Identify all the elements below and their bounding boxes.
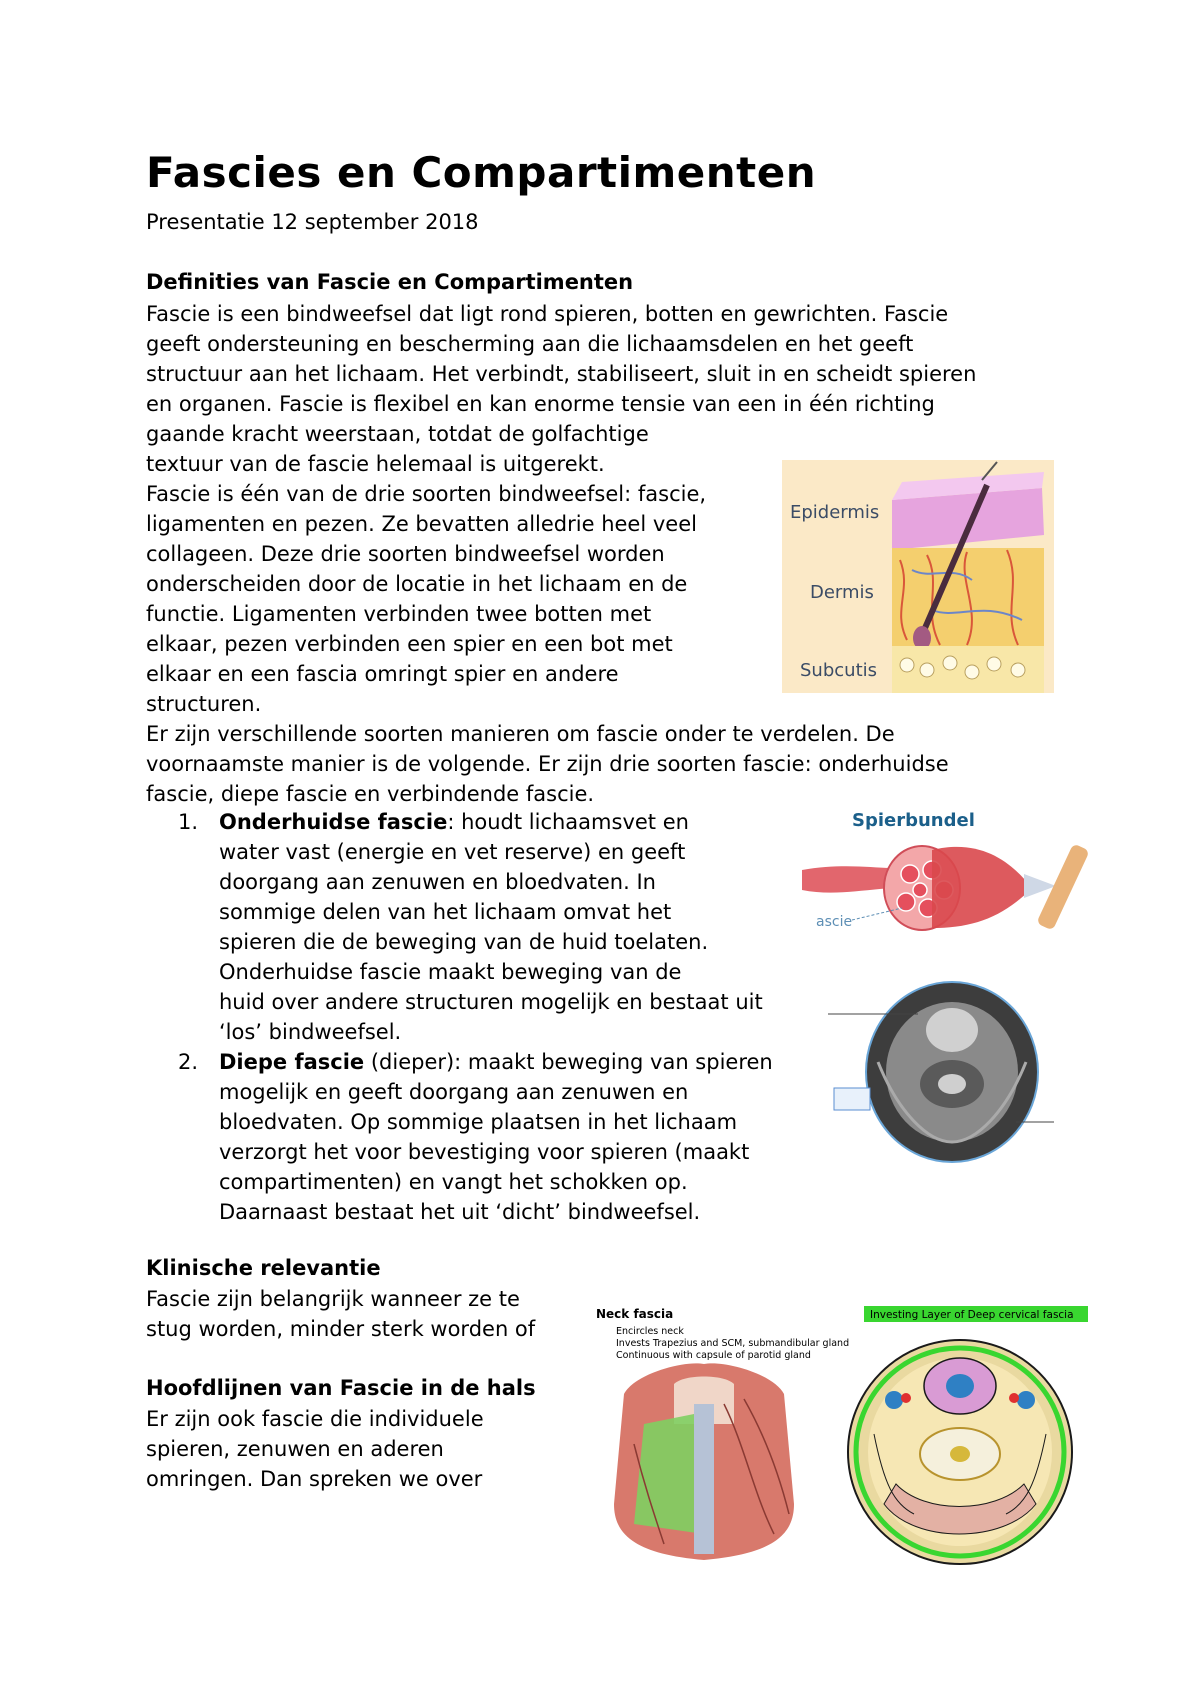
skin-label-dermis: Dermis — [810, 582, 874, 603]
investing-layer-title: Investing Layer of Deep cervical fascia — [870, 1309, 1074, 1321]
page-subtitle: Presentatie 12 september 2018 — [146, 210, 479, 234]
paragraph-line: stug worden, minder sterk worden of — [146, 1317, 536, 1341]
neck-fascia-slide-figure — [594, 1304, 1090, 1574]
list-item-line: Daarnaast bestaat het uit ‘dicht’ bindweefsel. — [219, 1200, 701, 1224]
skin-layers-figure — [782, 460, 1054, 693]
list-item-line: spieren die de beweging van de huid toelaten. — [219, 930, 709, 954]
list-item-text: (dieper): maakt beweging van spieren — [364, 1050, 773, 1074]
list-item-line: bloedvaten. Op sommige plaatsen in het lichaam — [219, 1110, 738, 1134]
section-body-klinische-relevantie — [146, 1284, 535, 1344]
paragraph-line: spieren, zenuwen en aderen — [146, 1437, 444, 1461]
paragraph-line: Fascie zijn belangrijk wanneer ze te — [146, 1287, 520, 1311]
paragraph-line: en organen. Fascie is flexibel en kan enorme tensie van een in één richting — [146, 392, 935, 416]
list-item-term: Diepe fascie — [219, 1050, 365, 1074]
list-item-line: doorgang aan zenuwen en bloedvaten. In — [219, 870, 656, 894]
paragraph-line: elkaar en een fascia omringt spier en andere — [146, 662, 619, 686]
paragraph-line: functie. Ligamenten verbinden twee botten met — [146, 602, 652, 626]
paragraph-line: onderscheiden door de locatie in het lichaam en de — [146, 572, 688, 596]
paragraph-line: elkaar, pezen verbinden een spier en een bot met — [146, 632, 673, 656]
neck-cross-section-figure — [818, 972, 1060, 1170]
paragraph-line: ligamenten en pezen. Ze bevatten alledrie heel veel — [146, 512, 697, 536]
paragraph-line: Fascie is een bindweefsel dat ligt rond spieren, botten en gewrichten. Fascie — [146, 302, 949, 326]
neck-note-line: Encircles neck — [616, 1326, 684, 1337]
list-item-diepe-fascie — [219, 1047, 773, 1227]
list-item-text: : houdt lichaamsvet en — [447, 810, 689, 834]
list-number: 2. — [178, 1050, 199, 1074]
section-heading-hoofdlijnen: Hoofdlijnen van Fascie in de hals — [146, 1376, 536, 1400]
section-heading-definities: Definities van Fascie en Compartimenten — [146, 270, 634, 294]
section-heading-klinische-relevantie: Klinische relevantie — [146, 1256, 381, 1280]
list-item-line: sommige delen van het lichaam omvat het — [219, 900, 672, 924]
paragraph-line: structuur aan het lichaam. Het verbindt, stabiliseert, sluit in en scheidt spieren — [146, 362, 977, 386]
paragraph-line: omringen. Dan spreken we over — [146, 1467, 483, 1491]
list-item-line: huid over andere structuren mogelijk en bestaat uit — [219, 990, 763, 1014]
page-title: Fascies en Compartimenten — [146, 148, 817, 197]
list-item-line: ‘los’ bindweefsel. — [219, 1020, 402, 1044]
list-item-line: mogelijk en geeft doorgang aan zenuwen en — [219, 1080, 689, 1104]
paragraph-line: Er zijn ook fascie die individuele — [146, 1407, 484, 1431]
neck-fascia-slide — [594, 1304, 1090, 1574]
neck-cross-section-illustration — [818, 972, 1060, 1170]
paragraph-line: Fascie is één van de drie soorten bindweefsel: fascie, — [146, 482, 707, 506]
paragraph-line: fascie, diepe fascie en verbindende fascie. — [146, 782, 595, 806]
paragraph-line: textuur van de fascie helemaal is uitgerekt. — [146, 452, 605, 476]
paragraph-line: gaande kracht weerstaan, totdat de golfachtige — [146, 422, 649, 446]
paragraph-line: Er zijn verschillende soorten manieren om fascie onder te verdelen. De — [146, 722, 895, 746]
skin-label-epidermis: Epidermis — [790, 502, 880, 523]
list-item-line: water vast (energie en vet reserve) en geeft — [219, 840, 686, 864]
paragraph-line: collageen. Deze drie soorten bindweefsel worden — [146, 542, 665, 566]
paragraph-line: geeft ondersteuning en bescherming aan die lichaamsdelen en het geeft — [146, 332, 914, 356]
list-item-line: Onderhuidse fascie maakt beweging van de — [219, 960, 682, 984]
list-item-line: verzorgt het voor bevestiging voor spieren (maakt — [219, 1140, 750, 1164]
section-body-hoofdlijnen — [146, 1404, 484, 1494]
list-item-term: Onderhuidse fascie — [219, 810, 448, 834]
neck-fascia-title: Neck fascia — [596, 1307, 674, 1321]
list-item-onderhuidse-fascie — [219, 807, 763, 1047]
skin-label-subcutis: Subcutis — [800, 660, 878, 681]
paragraph-line: structuren. — [146, 692, 262, 716]
muscle-bundle-figure — [792, 808, 1092, 944]
muscle-fascie-label: ascie — [816, 914, 853, 930]
list-number: 1. — [178, 810, 199, 834]
muscle-figure-title: Spierbundel — [852, 810, 975, 831]
list-item-line: compartimenten) en vangt het schokken op. — [219, 1170, 688, 1194]
paragraph-line: voornaamste manier is de volgende. Er zijn drie soorten fascie: onderhuidse — [146, 752, 949, 776]
skin-layers-illustration — [782, 460, 1054, 693]
muscle-bundle-illustration — [792, 808, 1092, 944]
neck-note-line: Continuous with capsule of parotid gland — [616, 1350, 811, 1361]
list-item-first-line — [219, 807, 763, 837]
neck-note-line: Invests Trapezius and SCM, submandibular gland — [616, 1338, 850, 1349]
list-item-first-line — [219, 1047, 773, 1077]
